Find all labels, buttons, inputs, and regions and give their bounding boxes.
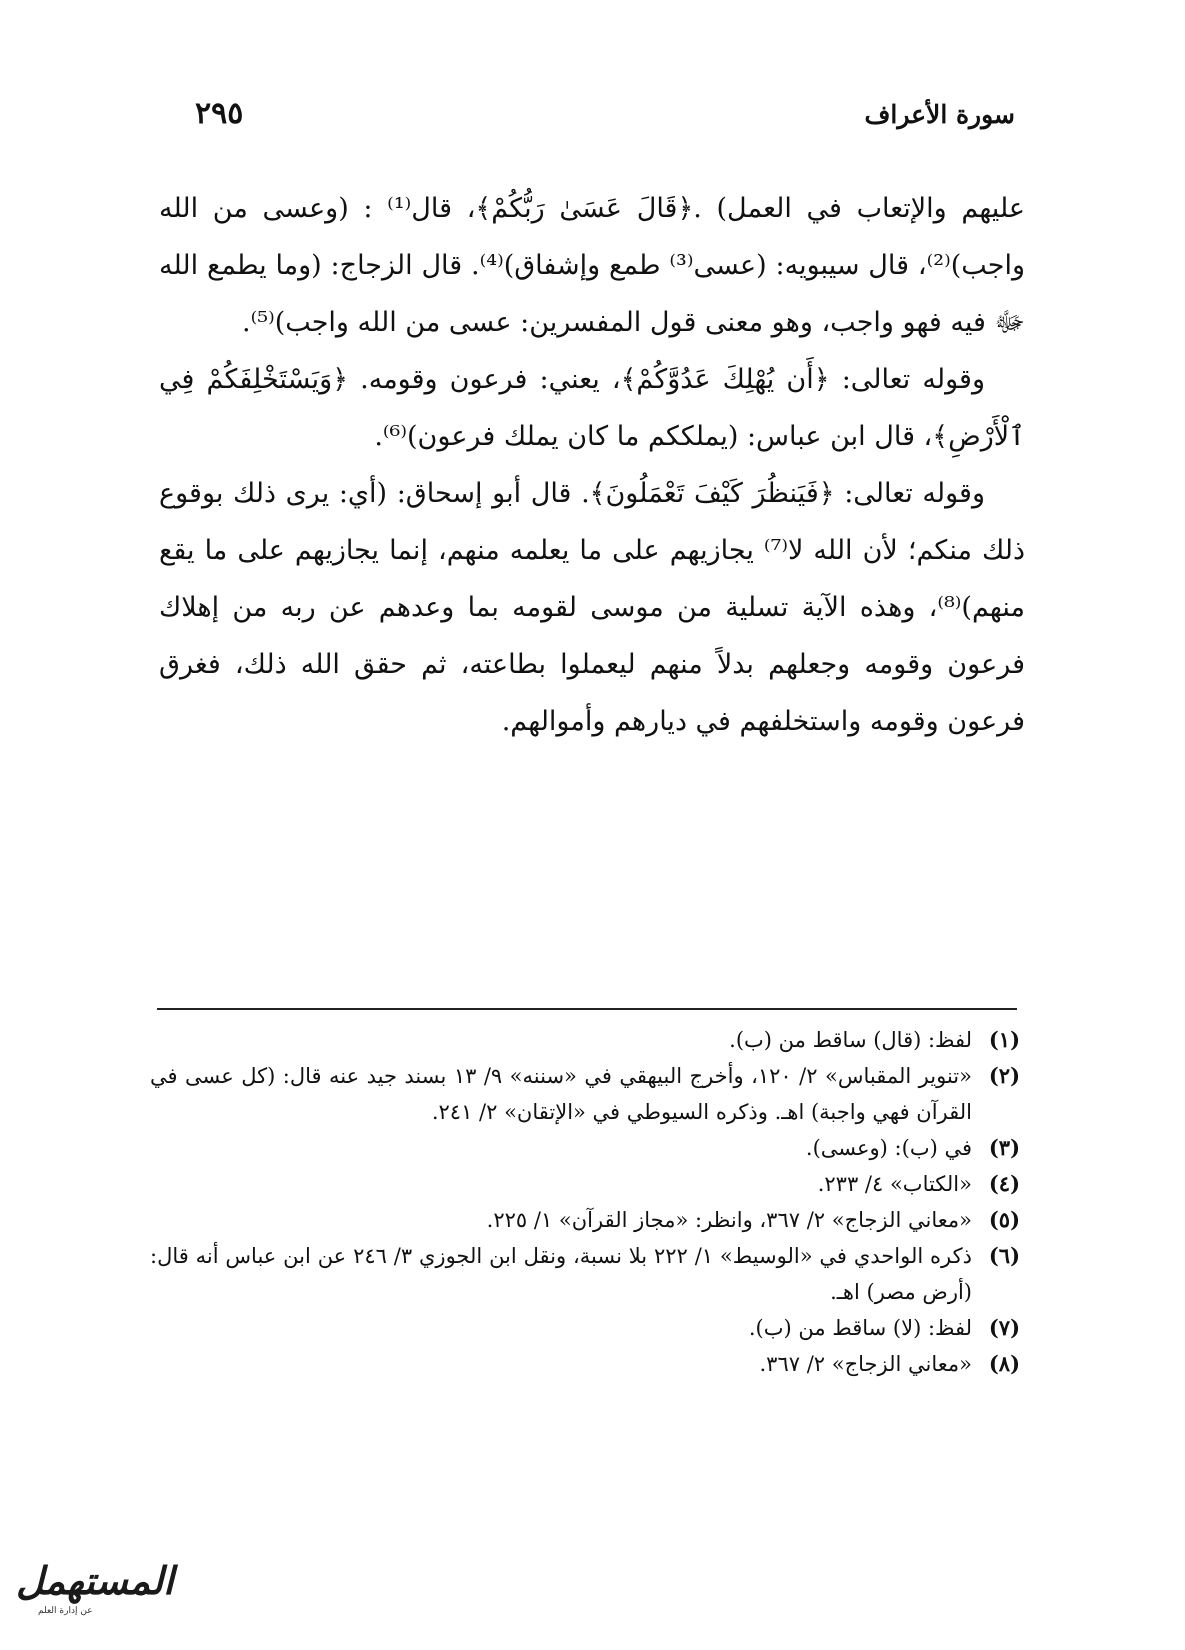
- footnote: [150, 1202, 1020, 1238]
- footnote: [150, 1022, 1020, 1058]
- footnote-number: (٢): [988, 1063, 1020, 1088]
- watermark-logo-subtext: عن إدارة العلم: [38, 1606, 93, 1616]
- footnote-number: (٤): [988, 1171, 1020, 1196]
- footnote-separator: [157, 1008, 1017, 1010]
- footnote-number: (٧): [988, 1315, 1020, 1340]
- footnote-text: «معاني الزجاج» ٢/ ٣٦٧، وانظر: «مجاز القرآن» ١/ ٢٢٥.: [486, 1208, 972, 1232]
- running-header: [195, 96, 1015, 140]
- footnote: [150, 1058, 1020, 1130]
- footnote-text: في (ب): (وعسى).: [805, 1136, 972, 1160]
- footnote-text: «معاني الزجاج» ٢/ ٣٦٧.: [759, 1352, 972, 1376]
- footnote-number: (٨): [988, 1351, 1020, 1376]
- main-text: [159, 180, 1025, 750]
- footnote-text: ذكره الواحدي في «الوسيط» ١/ ٢٢٢ بلا نسبة، ونقل ابن الجوزي ٣/ ٢٤٦ عن ابن عباس أنه قال: (أرض مصر) اهـ.: [150, 1244, 972, 1304]
- paragraph-2: وقوله تعالى: ﴿أَن يُهْلِكَ عَدُوَّكُمْ﴾، يعني: فرعون وقومه. ﴿وَيَسْتَخْلِفَكُمْ فِي ٱلْأَرْضِ﴾، قال ابن عباس: (يملككم ما كان يملك فرعون)⁽⁶⁾.: [159, 364, 1025, 452]
- footnote-number: (٥): [988, 1207, 1020, 1232]
- footnote-text: «تنوير المقباس» ٢/ ١٢٠، وأخرج البيهقي في «سننه» ٩/ ١٣ بسند جيد عنه قال: (كل عسى في القرآن فهي واجبة) اهـ. وذكره السيوطي في «الإتقان» ٢/ ٢٤١.: [150, 1064, 972, 1124]
- footnote: [150, 1238, 1020, 1310]
- footnote-text: لفظ: (لا) ساقط من (ب).: [748, 1316, 972, 1340]
- footnote-number: (٦): [988, 1243, 1020, 1268]
- footnote-text: لفظ: (قال) ساقط من (ب).: [729, 1028, 972, 1052]
- footnote-text: «الكتاب» ٤/ ٢٣٣.: [817, 1172, 972, 1196]
- paragraph-3: وقوله تعالى: ﴿فَيَنظُرَ كَيْفَ تَعْمَلُونَ﴾. قال أبو إسحاق: (أي: يرى ذلك بوقوع ذلك منكم؛ لأن الله لا⁽⁷⁾ يجازيهم على ما يعلمه منهم، إنما يجازيهم على ما يقع منهم)⁽⁸⁾، وهذه الآية تسلية من موسى لقومه بما وعدهم عن ربه من إهلاك فرعون وقومه وجعلهم بدلاً منهم ليعملوا بطاعته، ثم حقق الله ذلك، فغرق فرعون وقومه واستخلفهم في ديارهم وأموالهم.: [159, 478, 1025, 737]
- footnote-number: (١): [988, 1027, 1020, 1052]
- paragraph-1: عليهم والإتعاب في العمل) .﴿قَالَ عَسَىٰ رَبُّكُمْ﴾، قال⁽¹⁾ : (وعسى من الله واجب)⁽²⁾، قال سيبويه: (عسى⁽³⁾ طمع وإشفاق)⁽⁴⁾. قال الزجاج: (وما يطمع الله ﷻ فيه فهو واجب، وهو معنى قول المفسرين: عسى من الله واجب)⁽⁵⁾.: [159, 193, 1025, 338]
- footnote: [150, 1346, 1020, 1382]
- watermark-logo: [8, 1556, 174, 1628]
- watermark-logo-text: المستهمل: [16, 1558, 174, 1603]
- footnotes: [150, 1022, 1020, 1382]
- footnote: [150, 1166, 1020, 1202]
- page-number: ٢٩٥: [195, 96, 244, 131]
- footnote-number: (٣): [988, 1135, 1020, 1160]
- footnote: [150, 1310, 1020, 1346]
- sura-title: سورة الأعراف: [864, 100, 1015, 129]
- footnote: [150, 1130, 1020, 1166]
